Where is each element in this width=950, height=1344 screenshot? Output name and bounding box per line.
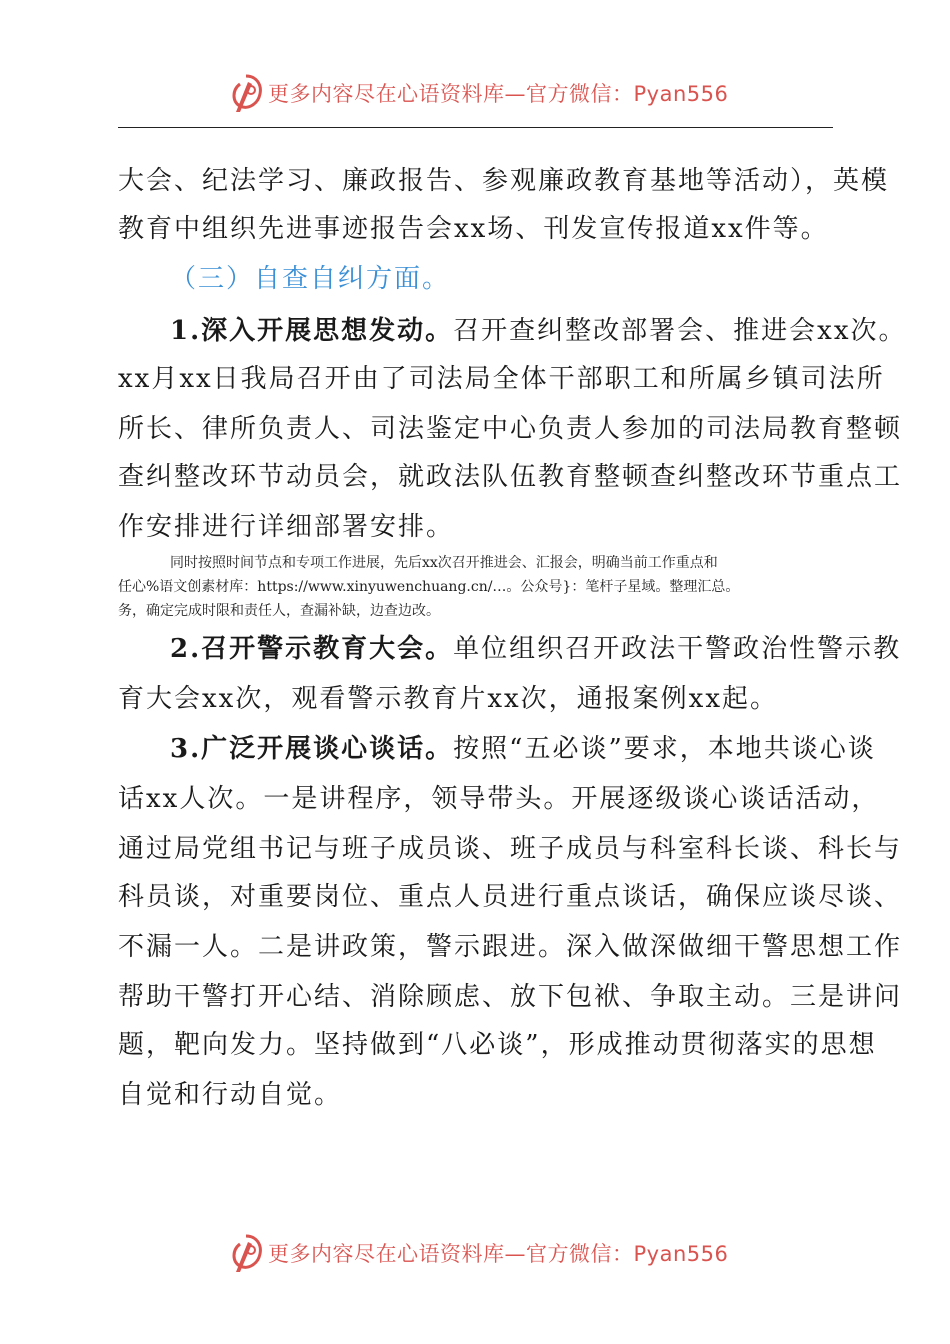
paragraph-line: 通过局党组书记与班子成员谈、班子成员与科室科长谈、科长与	[118, 834, 903, 864]
header-divider	[118, 127, 833, 128]
paragraph-line: 育大会xx次，观看警示教育片xx次，通报案例xx起。	[118, 684, 778, 714]
item3-text: 按照“五必谈”要求，本地共谈心谈	[453, 734, 876, 764]
paragraph-line: 题，靶向发力。坚持做到“八必谈”，形成推动贯彻落实的思想	[118, 1030, 877, 1060]
paragraph-line: 自觉和行动自觉。	[118, 1080, 343, 1110]
paragraph-line: 所长、律所负责人、司法鉴定中心负责人参加的司法局教育整顿	[118, 414, 903, 444]
paragraph-line: 话xx人次。一是讲程序，领导带头。开展逐级谈心谈话活动，	[118, 784, 880, 814]
section-heading: （三）自查自纠方面。	[170, 264, 451, 294]
paragraph-line: 不漏一人。二是讲政策，警示跟进。深入做深做细干警思想工作	[118, 932, 903, 962]
item3-title: 3.广泛开展谈心谈话。	[170, 734, 454, 764]
item1-first-line	[170, 316, 906, 346]
brand-logo-icon	[226, 72, 266, 116]
item2-text: 单位组织召开政法干警政治性警示教	[453, 634, 902, 664]
footer-banner	[0, 1232, 950, 1276]
header-banner	[0, 72, 950, 116]
watermark-note-line: 务，确定完成时限和责任人，查漏补缺，边查边改。	[118, 603, 440, 619]
paragraph-line: 帮助干警打开心结、消除顾虑、放下包袱、争取主动。三是讲问	[118, 982, 903, 1012]
item2-first-line	[170, 634, 901, 664]
paragraph-line: 教育中组织先进事迹报告会xx场、刊发宣传报道xx件等。	[118, 214, 829, 244]
header-banner-text: 更多内容尽在心语资料库—官方微信：Pyan556	[268, 82, 729, 106]
item2-title: 2.召开警示教育大会。	[170, 634, 454, 664]
item1-title: 1.深入开展思想发动。	[170, 316, 454, 346]
paragraph-line: 查纠整改环节动员会，就政法队伍教育整顿查纠整改环节重点工	[118, 462, 903, 492]
item1-text: 召开查纠整改部署会、推进会xx次。	[453, 316, 907, 346]
paragraph-line: xx月xx日我局召开由了司法局全体干部职工和所属乡镇司法所	[118, 364, 885, 394]
brand-logo-icon	[226, 1232, 266, 1276]
footer-banner-text: 更多内容尽在心语资料库—官方微信：Pyan556	[268, 1242, 729, 1266]
watermark-note-line: 同时按照时间节点和专项工作进展，先后xx次召开推进会、汇报会，明确当前工作重点和	[170, 555, 718, 571]
paragraph-line: 科员谈，对重要岗位、重点人员进行重点谈话，确保应谈尽谈、	[118, 882, 903, 912]
paragraph-line: 作安排进行详细部署安排。	[118, 512, 455, 542]
paragraph-line: 大会、纪法学习、廉政报告、参观廉政教育基地等活动），英模	[118, 166, 890, 196]
item3-first-line	[170, 734, 876, 764]
watermark-note-line: 任心%语文创素材库：https://www.xinyuwenchuang.cn/…。公众号}：笔杆子星域。整理汇总。	[118, 579, 740, 595]
